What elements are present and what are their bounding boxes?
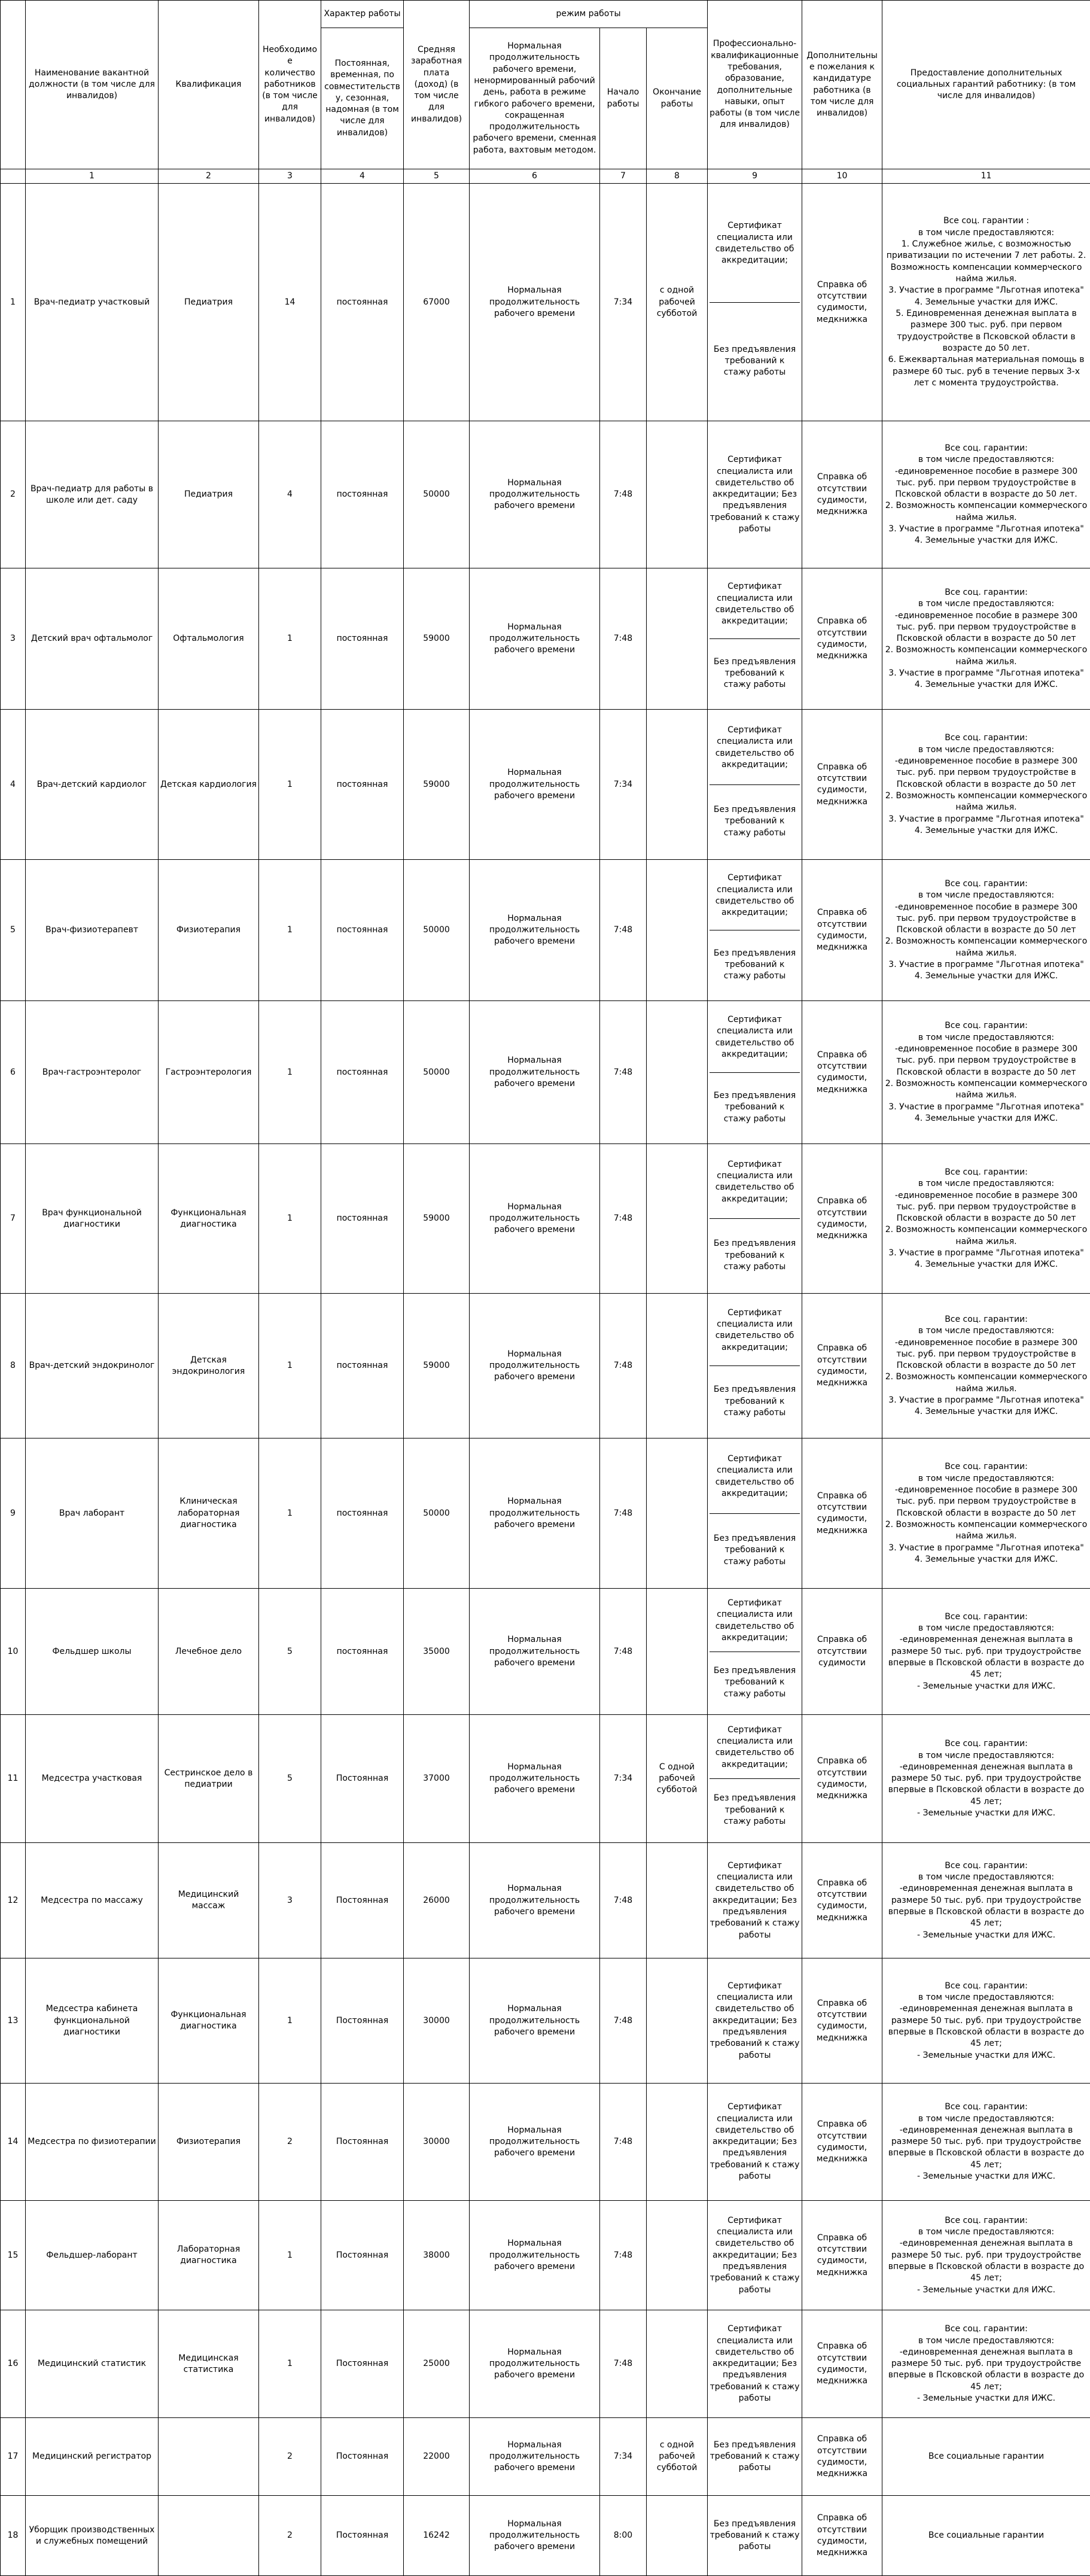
requirements [708, 1715, 802, 1843]
column-number-row [1, 169, 1090, 184]
header-mode-group: режим работы [470, 1, 708, 28]
work-start: 7:48 [600, 860, 647, 1001]
requirements-certificate: Сертификат специалиста или свидетельство об аккредитации; [710, 570, 800, 639]
worker-count: 1 [259, 710, 321, 860]
work-nature: Постоянная [321, 2418, 404, 2496]
vacancy-name: Медсестра кабинета функциональной диагностики [26, 1958, 159, 2084]
work-end [647, 1843, 708, 1958]
header-name: Наименование вакантной должности (в том числе для инвалидов) [26, 1, 159, 169]
salary: 50000 [404, 860, 470, 1001]
work-mode: Нормальная продолжительность рабочего времени [470, 2084, 600, 2201]
salary: 59000 [404, 568, 470, 710]
table-row [1, 568, 1090, 710]
work-start: 7:34 [600, 2418, 647, 2496]
qualification: Лечебное дело [159, 1589, 259, 1715]
vacancy-name: Медицинский статистик [26, 2310, 159, 2418]
row-number: 14 [1, 2084, 26, 2201]
vacancy-name: Уборщик производственных и служебных помещений [26, 2496, 159, 2576]
candidate-wishes: Справка об отсутствии судимости, медкнижка [802, 710, 882, 860]
table-row [1, 1589, 1090, 1715]
vacancy-name: Медицинский регистратор [26, 2418, 159, 2496]
table-row [1, 1001, 1090, 1144]
row-number: 5 [1, 860, 26, 1001]
social-guarantees: Все соц. гарантии: в том числе предоставляются: -единовременное пособие в размере 300 тыс. руб. при первом трудоустройстве в Псковской области в возрасте до 50 лет 2. Возможность компенсации коммерческого найма жилья. 3. Участие в программе "Льготная ипотека" 4. Земельные участки для ИЖС. [882, 568, 1090, 710]
table-row [1, 2418, 1090, 2496]
worker-count: 2 [259, 2418, 321, 2496]
social-guarantees: Все социальные гарантии [882, 2418, 1090, 2496]
work-start: 7:48 [600, 2310, 647, 2418]
candidate-wishes: Справка об отсутствии судимости, медкнижка [802, 2084, 882, 2201]
table-row [1, 1958, 1090, 2084]
work-mode: Нормальная продолжительность рабочего времени [470, 860, 600, 1001]
work-nature: Постоянная [321, 1958, 404, 2084]
column-number: 5 [404, 169, 470, 184]
header-guarantees: Предоставление дополнительных социальных гарантий работнику: (в том числе для инвалидов) [882, 1, 1090, 169]
social-guarantees: Все соц. гарантии: в том числе предоставляются: -единовременная денежная выплата в размере 50 тыс. руб. при трудоустройстве впервые в Псковской области в возрасте до 45 лет; - Земельные участки для ИЖС. [882, 1715, 1090, 1843]
work-mode: Нормальная продолжительность рабочего времени [470, 1715, 600, 1843]
social-guarantees: Все соц. гарантии: в том числе предоставляются: -единовременная денежная выплата в размере 50 тыс. руб. при трудоустройстве впервые в Псковской области в возрасте до 45 лет; - Земельные участки для ИЖС. [882, 1958, 1090, 2084]
work-nature: Постоянная [321, 2496, 404, 2576]
table-row [1, 1438, 1090, 1589]
work-end [647, 860, 708, 1001]
work-end: с одной рабочей субботой [647, 184, 708, 421]
candidate-wishes: Справка об отсутствии судимости, медкнижка [802, 184, 882, 421]
work-start: 8:00 [600, 2496, 647, 2576]
worker-count: 1 [259, 1958, 321, 2084]
table-row [1, 2084, 1090, 2201]
work-nature: постоянная [321, 1001, 404, 1144]
work-mode: Нормальная продолжительность рабочего времени [470, 568, 600, 710]
column-number: 6 [470, 169, 600, 184]
header-requirements: Профессионально-квалификационные требования, образование, дополнительные навыки, опыт работы (в том числе для инвалидов) [708, 1, 802, 169]
column-number: 1 [26, 169, 159, 184]
candidate-wishes: Справка об отсутствии судимости, медкнижка [802, 421, 882, 568]
work-nature: постоянная [321, 1438, 404, 1589]
qualification: Функциональная диагностика [159, 1958, 259, 2084]
vacancy-name: Врач-детский кардиолог [26, 710, 159, 860]
work-mode: Нормальная продолжительность рабочего времени [470, 1589, 600, 1715]
row-number: 16 [1, 2310, 26, 2418]
requirements-certificate: Сертификат специалиста или свидетельство об аккредитации; [710, 861, 800, 930]
row-number: 3 [1, 568, 26, 710]
header-end: Окончание работы [647, 28, 708, 169]
table-row [1, 1144, 1090, 1294]
work-end [647, 1589, 708, 1715]
requirements: Сертификат специалиста или свидетельство об аккредитации; Без предъявления требований к стажу работы [708, 2310, 802, 2418]
work-end [647, 421, 708, 568]
requirements-experience: Без предъявления требований к стажу работы [710, 1073, 800, 1143]
header-blank [1, 1, 26, 169]
qualification: Сестринское дело в педиатрии [159, 1715, 259, 1843]
worker-count: 2 [259, 2496, 321, 2576]
header-nature-group: Характер работы [321, 1, 404, 28]
social-guarantees: Все соц. гарантии : в том числе предоставляются: 1. Служебное жилье, с возможностью приватизации по истечении 7 лет работы. 2. Возможность компенсации коммерческого найма жилья. 3. Участие в программе "Льготная ипотека" 4. Земельные участки для ИЖС. 5. Единовременная денежная выплата в размере 300 тыс. руб. при первом трудоустройстве в Псковской области в возрасте до 50 лет. 6. Ежеквартальная материальная помощь в размере 60 тыс. руб в течение первых 3-х лет с момента трудоустройства. [882, 184, 1090, 421]
work-nature: постоянная [321, 1144, 404, 1294]
social-guarantees: Все соц. гарантии: в том числе предоставляются: -единовременное пособие в размере 300 тыс. руб. при первом трудоустройстве в Псковской области в возрасте до 50 лет 2. Возможность компенсации коммерческого найма жилья. 3. Участие в программе "Льготная ипотека" 4. Земельные участки для ИЖС. [882, 1294, 1090, 1438]
work-nature: постоянная [321, 860, 404, 1001]
vacancy-name: Врач-педиатр для работы в школе или дет. саду [26, 421, 159, 568]
work-mode: Нормальная продолжительность рабочего времени [470, 1843, 600, 1958]
requirements-experience: Без предъявления требований к стажу работы [710, 1366, 800, 1437]
work-end [647, 2201, 708, 2310]
work-end [647, 1294, 708, 1438]
requirements [708, 568, 802, 710]
requirements: Без предъявления требований к стажу работы [708, 2496, 802, 2576]
header-wishes: Дополнительные пожелания к кандидатуре работника (в том числе для инвалидов) [802, 1, 882, 169]
work-end [647, 1958, 708, 2084]
salary: 50000 [404, 1438, 470, 1589]
salary: 16242 [404, 2496, 470, 2576]
requirements-experience: Без предъявления требований к стажу работы [710, 1779, 800, 1841]
qualification: Гастроэнтерология [159, 1001, 259, 1144]
work-mode: Нормальная продолжительность рабочего времени [470, 2496, 600, 2576]
column-number: 2 [159, 169, 259, 184]
worker-count: 5 [259, 1715, 321, 1843]
worker-count: 5 [259, 1589, 321, 1715]
candidate-wishes: Справка об отсутствии судимости, медкнижка [802, 568, 882, 710]
column-number: 4 [321, 169, 404, 184]
qualification: Педиатрия [159, 184, 259, 421]
qualification: Лабораторная диагностика [159, 2201, 259, 2310]
social-guarantees: Все соц. гарантии: в том числе предоставляются: -единовременное пособие в размере 300 тыс. руб. при первом трудоустройстве в Псковской области в возрасте до 50 лет 2. Возможность компенсации коммерческого найма жилья. 3. Участие в программе "Льготная ипотека" 4. Земельные участки для ИЖС. [882, 860, 1090, 1001]
column-number: 8 [647, 169, 708, 184]
work-start: 7:48 [600, 1294, 647, 1438]
vacancy-name: Врач функциональной диагностики [26, 1144, 159, 1294]
requirements-certificate: Сертификат специалиста или свидетельство об аккредитации; [710, 1145, 800, 1219]
worker-count: 1 [259, 568, 321, 710]
requirements-certificate: Сертификат специалиста или свидетельство об аккредитации; [710, 1295, 800, 1366]
vacancy-name: Врач-гастроэнтеролог [26, 1001, 159, 1144]
vacancy-name: Врач-физиотерапевт [26, 860, 159, 1001]
work-start: 7:48 [600, 1001, 647, 1144]
worker-count: 1 [259, 1438, 321, 1589]
qualification: Офтальмология [159, 568, 259, 710]
worker-count: 1 [259, 2310, 321, 2418]
table-row [1, 1294, 1090, 1438]
qualification [159, 2418, 259, 2496]
salary: 22000 [404, 2418, 470, 2496]
requirements-experience: Без предъявления требований к стажу работы [710, 1514, 800, 1587]
table-row [1, 2310, 1090, 2418]
work-mode: Нормальная продолжительность рабочего времени [470, 421, 600, 568]
requirements: Сертификат специалиста или свидетельство об аккредитации; Без предъявления требований к стажу работы [708, 2084, 802, 2201]
salary: 67000 [404, 184, 470, 421]
candidate-wishes: Справка об отсутствии судимости, медкнижка [802, 1843, 882, 1958]
work-start: 7:48 [600, 1958, 647, 2084]
worker-count: 2 [259, 2084, 321, 2201]
work-nature: постоянная [321, 184, 404, 421]
work-mode: Нормальная продолжительность рабочего времени [470, 1294, 600, 1438]
row-number: 11 [1, 1715, 26, 1843]
salary: 35000 [404, 1589, 470, 1715]
header-qualification: Квалификация [159, 1, 259, 169]
social-guarantees: Все соц. гарантии: в том числе предоставляются: -единовременная денежная выплата в размере 50 тыс. руб. при трудоустройстве впервые в Псковской области в возрасте до 45 лет; - Земельные участки для ИЖС. [882, 2201, 1090, 2310]
work-end [647, 1438, 708, 1589]
social-guarantees: Все соц. гарантии: в том числе предоставляются: -единовременная денежная выплата в размере 50 тыс. руб. при трудоустройстве впервые в Псковской области в возрасте до 45 лет; - Земельные участки для ИЖС. [882, 1589, 1090, 1715]
social-guarantees: Все соц. гарантии: в том числе предоставляются: -единовременная денежная выплата в размере 50 тыс. руб. при трудоустройстве впервые в Псковской области в возрасте до 45 лет; - Земельные участки для ИЖС. [882, 2084, 1090, 2201]
header-mode: Нормальная продолжительность рабочего времени, ненормированный рабочий день, работа в режиме гибкого рабочего времени, сокращенная продолжительность рабочего времени, сменная работа, вахтовым методом. [470, 28, 600, 169]
social-guarantees: Все социальные гарантии [882, 2496, 1090, 2576]
work-start: 7:48 [600, 568, 647, 710]
vacancy-name: Врач-педиатр участковый [26, 184, 159, 421]
work-mode: Нормальная продолжительность рабочего времени [470, 184, 600, 421]
requirements-certificate: Сертификат специалиста или свидетельство об аккредитации; [710, 1440, 800, 1514]
requirements-experience: Без предъявления требований к стажу работы [710, 303, 800, 420]
work-start: 7:48 [600, 1843, 647, 1958]
work-end [647, 710, 708, 860]
qualification: Детская эндокринология [159, 1294, 259, 1438]
vacancy-name: Медсестра участковая [26, 1715, 159, 1843]
salary: 59000 [404, 710, 470, 860]
qualification: Медицинская статистика [159, 2310, 259, 2418]
work-nature: постоянная [321, 710, 404, 860]
requirements-certificate: Сертификат специалиста или свидетельство об аккредитации; [710, 1716, 800, 1779]
worker-count: 14 [259, 184, 321, 421]
work-end: с одной рабочей субботой [647, 2418, 708, 2496]
social-guarantees: Все соц. гарантии: в том числе предоставляются: -единовременная денежная выплата в размере 50 тыс. руб. при трудоустройстве впервые в Псковской области в возрасте до 45 лет; - Земельные участки для ИЖС. [882, 2310, 1090, 2418]
social-guarantees: Все соц. гарантии: в том числе предоставляются: -единовременное пособие в размере 300 тыс. руб. при первом трудоустройстве в Псковской области в возрасте до 50 лет 2. Возможность компенсации коммерческого найма жилья. 3. Участие в программе "Льготная ипотека" 4. Земельные участки для ИЖС. [882, 1144, 1090, 1294]
social-guarantees: Все соц. гарантии: в том числе предоставляются: -единовременная денежная выплата в размере 50 тыс. руб. при трудоустройстве впервые в Псковской области в возрасте до 45 лет; - Земельные участки для ИЖС. [882, 1843, 1090, 1958]
row-number: 10 [1, 1589, 26, 1715]
qualification [159, 2496, 259, 2576]
column-number: 3 [259, 169, 321, 184]
work-mode: Нормальная продолжительность рабочего времени [470, 1958, 600, 2084]
row-number: 7 [1, 1144, 26, 1294]
work-start: 7:48 [600, 2201, 647, 2310]
row-number: 13 [1, 1958, 26, 2084]
candidate-wishes: Справка об отсутствии судимости, медкнижка [802, 2496, 882, 2576]
column-number: 7 [600, 169, 647, 184]
requirements: Сертификат специалиста или свидетельство об аккредитации; Без предъявления требований к стажу работы [708, 2201, 802, 2310]
work-end [647, 2496, 708, 2576]
candidate-wishes: Справка об отсутствии судимости, медкнижка [802, 1144, 882, 1294]
worker-count: 1 [259, 1144, 321, 1294]
vacancy-name: Медсестра по массажу [26, 1843, 159, 1958]
work-end [647, 1001, 708, 1144]
row-number: 1 [1, 184, 26, 421]
worker-count: 1 [259, 1294, 321, 1438]
work-mode: Нормальная продолжительность рабочего времени [470, 2310, 600, 2418]
header-count: Необходимое количество работников (в том числе для инвалидов) [259, 1, 321, 169]
work-nature: Постоянная [321, 2084, 404, 2201]
qualification: Клиническая лабораторная диагностика [159, 1438, 259, 1589]
header-nature: Постоянная, временная, по совместительству, сезонная, надомная (в том числе для инвалидов) [321, 28, 404, 169]
social-guarantees: Все соц. гарантии: в том числе предоставляются: -единовременное пособие в размере 300 тыс. руб. при первом трудоустройстве в Псковской области в возрасте до 50 лет 2. Возможность компенсации коммерческого найма жилья. 3. Участие в программе "Льготная ипотека" 4. Земельные участки для ИЖС. [882, 710, 1090, 860]
table-row [1, 860, 1090, 1001]
table-row [1, 184, 1090, 421]
work-nature: Постоянная [321, 1715, 404, 1843]
work-end [647, 2084, 708, 2201]
work-end [647, 568, 708, 710]
column-number [1, 169, 26, 184]
candidate-wishes: Справка об отсутствии судимости, медкнижка [802, 2310, 882, 2418]
row-number: 18 [1, 2496, 26, 2576]
qualification: Физиотерапия [159, 2084, 259, 2201]
salary: 50000 [404, 421, 470, 568]
salary: 30000 [404, 1958, 470, 2084]
candidate-wishes: Справка об отсутствии судимости, медкнижка [802, 1001, 882, 1144]
requirements: Без предъявления требований к стажу работы [708, 2418, 802, 2496]
requirements: Сертификат специалиста или свидетельство об аккредитации; Без предъявления требований к стажу работы [708, 421, 802, 568]
requirements-experience: Без предъявления требований к стажу работы [710, 785, 800, 859]
candidate-wishes: Справка об отсутствии судимости, медкнижка [802, 1438, 882, 1589]
header-salary: Средняя заработная плата (доход) (в том числе для инвалидов) [404, 1, 470, 169]
requirements-certificate: Сертификат специалиста или свидетельство об аккредитации; [710, 1590, 800, 1652]
work-start: 7:34 [600, 710, 647, 860]
work-mode: Нормальная продолжительность рабочего времени [470, 710, 600, 860]
requirements [708, 710, 802, 860]
header-start: Начало работы [600, 28, 647, 169]
candidate-wishes: Справка об отсутствии судимости, медкнижка [802, 2418, 882, 2496]
work-start: 7:48 [600, 1438, 647, 1589]
requirements [708, 1438, 802, 1589]
table-row [1, 2496, 1090, 2576]
work-end: С одной рабочей субботой [647, 1715, 708, 1843]
work-nature: постоянная [321, 421, 404, 568]
work-end [647, 1144, 708, 1294]
worker-count: 1 [259, 860, 321, 1001]
worker-count: 1 [259, 1001, 321, 1144]
table-row [1, 2201, 1090, 2310]
salary: 26000 [404, 1843, 470, 1958]
salary: 25000 [404, 2310, 470, 2418]
requirements-experience: Без предъявления требований к стажу работы [710, 1219, 800, 1292]
work-mode: Нормальная продолжительность рабочего времени [470, 1001, 600, 1144]
requirements-experience: Без предъявления требований к стажу работы [710, 1652, 800, 1714]
social-guarantees: Все соц. гарантии: в том числе предоставляются: -единовременное пособие в размере 300 тыс. руб. при первом трудоустройстве в Псковской области в возрасте до 50 лет 2. Возможность компенсации коммерческого найма жилья. 3. Участие в программе "Льготная ипотека" 4. Земельные участки для ИЖС. [882, 1001, 1090, 1144]
work-nature: Постоянная [321, 2201, 404, 2310]
work-start: 7:48 [600, 1144, 647, 1294]
row-number: 12 [1, 1843, 26, 1958]
requirements [708, 1294, 802, 1438]
table-row [1, 421, 1090, 568]
work-start: 7:34 [600, 1715, 647, 1843]
qualification: Детская кардиология [159, 710, 259, 860]
work-start: 7:48 [600, 2084, 647, 2201]
vacancy-name: Медсестра по физиотерапии [26, 2084, 159, 2201]
column-number: 10 [802, 169, 882, 184]
row-number: 2 [1, 421, 26, 568]
work-start: 7:34 [600, 184, 647, 421]
row-number: 4 [1, 710, 26, 860]
work-start: 7:48 [600, 421, 647, 568]
work-nature: постоянная [321, 568, 404, 710]
work-mode: Нормальная продолжительность рабочего времени [470, 1438, 600, 1589]
candidate-wishes: Справка об отсутствии судимости, медкнижка [802, 1715, 882, 1843]
row-number: 9 [1, 1438, 26, 1589]
candidate-wishes: Справка об отсутствии судимости, медкнижка [802, 2201, 882, 2310]
salary: 59000 [404, 1144, 470, 1294]
work-mode: Нормальная продолжительность рабочего времени [470, 2418, 600, 2496]
worker-count: 4 [259, 421, 321, 568]
candidate-wishes: Справка об отсутствии судимости [802, 1589, 882, 1715]
requirements-experience: Без предъявления требований к стажу работы [710, 639, 800, 708]
requirements-experience: Без предъявления требований к стажу работы [710, 930, 800, 999]
salary: 38000 [404, 2201, 470, 2310]
qualification: Физиотерапия [159, 860, 259, 1001]
qualification: Функциональная диагностика [159, 1144, 259, 1294]
requirements-certificate: Сертификат специалиста или свидетельство об аккредитации; [710, 711, 800, 785]
table-row [1, 1715, 1090, 1843]
worker-count: 3 [259, 1843, 321, 1958]
vacancy-name: Фельдшер школы [26, 1589, 159, 1715]
vacancy-name: Детский врач офтальмолог [26, 568, 159, 710]
column-number: 11 [882, 169, 1090, 184]
salary: 50000 [404, 1001, 470, 1144]
salary: 30000 [404, 2084, 470, 2201]
work-mode: Нормальная продолжительность рабочего времени [470, 2201, 600, 2310]
worker-count: 1 [259, 2201, 321, 2310]
work-nature: Постоянная [321, 1843, 404, 1958]
salary: 37000 [404, 1715, 470, 1843]
work-start: 7:48 [600, 1589, 647, 1715]
requirements [708, 1589, 802, 1715]
requirements-certificate: Сертификат специалиста или свидетельство об аккредитации; [710, 1002, 800, 1073]
vacancy-name: Врач лаборант [26, 1438, 159, 1589]
work-nature: постоянная [321, 1294, 404, 1438]
row-number: 15 [1, 2201, 26, 2310]
work-nature: Постоянная [321, 2310, 404, 2418]
requirements [708, 1001, 802, 1144]
qualification: Педиатрия [159, 421, 259, 568]
social-guarantees: Все соц. гарантии: в том числе предоставляются: -единовременное пособие в размере 300 тыс. руб. при первом трудоустройстве в Псковской области в возрасте до 50 лет 2. Возможность компенсации коммерческого найма жилья. 3. Участие в программе "Льготная ипотека" 4. Земельные участки для ИЖС. [882, 1438, 1090, 1589]
candidate-wishes: Справка об отсутствии судимости, медкнижка [802, 860, 882, 1001]
table-row [1, 710, 1090, 860]
row-number: 6 [1, 1001, 26, 1144]
requirements [708, 1144, 802, 1294]
salary: 59000 [404, 1294, 470, 1438]
work-end [647, 2310, 708, 2418]
table-row [1, 1843, 1090, 1958]
work-mode: Нормальная продолжительность рабочего времени [470, 1144, 600, 1294]
work-nature: постоянная [321, 1589, 404, 1715]
candidate-wishes: Справка об отсутствии судимости, медкнижка [802, 1958, 882, 2084]
requirements: Сертификат специалиста или свидетельство об аккредитации; Без предъявления требований к стажу работы [708, 1958, 802, 2084]
qualification: Медицинский массаж [159, 1843, 259, 1958]
requirements [708, 860, 802, 1001]
requirements: Сертификат специалиста или свидетельство об аккредитации; Без предъявления требований к стажу работы [708, 1843, 802, 1958]
social-guarantees: Все соц. гарантии: в том числе предоставляются: -единовременное пособие в размере 300 тыс. руб. при первом трудоустройстве в Псковской области в возрасте до 50 лет. 2. Возможность компенсации коммерческого найма жилья. 3. Участие в программе "Льготная ипотека" 4. Земельные участки для ИЖС. [882, 421, 1090, 568]
vacancy-name: Врач-детский эндокринолог [26, 1294, 159, 1438]
column-number: 9 [708, 169, 802, 184]
row-number: 17 [1, 2418, 26, 2496]
requirements [708, 184, 802, 421]
vacancy-name: Фельдшер-лаборант [26, 2201, 159, 2310]
row-number: 8 [1, 1294, 26, 1438]
requirements-certificate: Сертификат специалиста или свидетельство об аккредитации; [710, 185, 800, 303]
candidate-wishes: Справка об отсутствии судимости, медкнижка [802, 1294, 882, 1438]
